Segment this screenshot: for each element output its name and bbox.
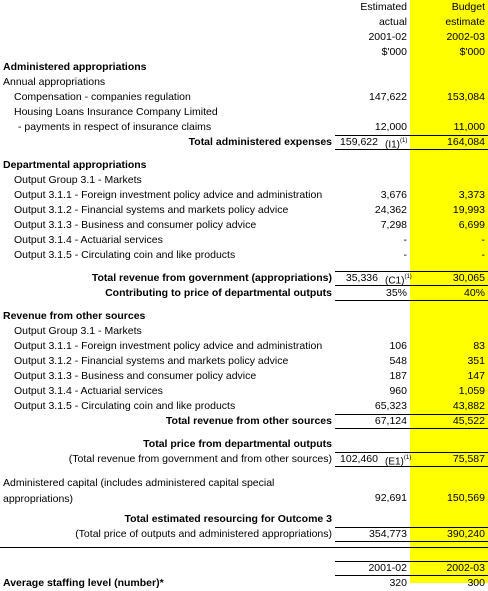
other-output-v1: 960 [389,385,407,397]
departmental-group-row [0,173,488,188]
staffing-row [0,576,488,591]
price-heading: Total price from departmental outputs [143,438,332,450]
total-administered-v1: 159,622 [340,136,378,148]
total-administered-ref: $(I1)^{(1)}$ [385,138,408,151]
dept-output-v1: 7,298 [380,219,407,231]
other-output-label: Output 3.1.4 - Actuarial services [14,385,163,397]
spacer [0,301,488,309]
spacer [0,150,488,158]
staffing-v1: 320 [389,577,407,589]
other-output-label: Output 3.1.3 - Business and consumer policy advice [14,370,257,382]
other-output-v2: 83 [473,340,485,352]
total-other-row [0,414,488,429]
administered-heading-row [0,60,488,75]
col2-header-year: 2002-03 [446,31,485,43]
annual-appropriations-row [0,75,488,90]
dept-output-row [0,218,488,233]
annual-appropriations-label: Annual appropriations [3,76,106,88]
other-output-label: Output 3.1.2 - Financial systems and markets policy advice [14,355,289,367]
other-output-v2: 1,059 [458,385,485,397]
other-output-label: Output 3.1.1 - Foreign investment policy advice and administration [14,340,323,352]
staffing-year-row [0,561,488,576]
rule [0,547,488,548]
spacer [0,429,488,437]
dept-output-row [0,233,488,248]
dept-output-v1: 3,676 [380,189,407,201]
price-sub-ref: $(E1)^{(1)}$ [385,455,412,468]
price-sub-v1: 102,460 [340,453,378,465]
payments-row [0,120,488,135]
resourcing-heading-row [0,512,488,527]
dept-output-label: Output 3.1.4 - Actuarial services [14,234,163,246]
other-output-v2: 147 [467,370,485,382]
payments-v2: 11,000 [453,121,485,133]
contributing-row [0,286,488,301]
price-sub-label: (Total revenue from government and from other sources) [68,453,332,465]
total-other-label: Total revenue from other sources [165,415,332,427]
other-output-row [0,384,488,399]
col1-header-unit: $'000 [381,46,407,58]
resourcing-sub-v2: 390,240 [447,528,485,540]
contributing-label: Contributing to price of departmental outputs [105,287,332,299]
other-output-row [0,399,488,414]
departmental-group-label: Output Group 3.1 - Markets [14,174,142,186]
other-output-label: Output 3.1.5 - Circulating coin and like products [14,400,236,412]
staffing-year1: 2001-02 [368,562,407,574]
col1-header-line2: actual [378,16,407,28]
staffing-v2: 300 [467,577,485,589]
col2-header-line1: Budget [451,1,485,13]
col1-header-year: 2001-02 [368,31,407,43]
capital-label: Administered capital (includes administered capital special appropriations) [3,477,275,505]
staffing-label: Average staffing level (number)* [3,577,164,589]
price-sub-row [0,452,488,467]
header-row-2 [0,15,488,30]
other-output-v1: 187 [389,370,407,382]
dept-output-row [0,188,488,203]
resourcing-heading: Total estimated resourcing for Outcome 3 [124,513,332,525]
contributing-v1: 35% [385,287,407,299]
dept-output-row [0,203,488,218]
dept-output-row [0,248,488,263]
compensation-v2: 153,084 [447,91,485,103]
total-gov-v1: 35,336 [345,272,378,284]
header-row-1 [0,0,488,15]
spacer [0,467,488,475]
other-output-v1: 65,323 [374,400,407,412]
spacer [0,263,488,271]
dept-output-label: Output 3.1.3 - Business and consumer policy advice [14,219,257,231]
dept-output-v1: 24,362 [374,204,407,216]
dept-output-v2: 3,373 [458,189,485,201]
total-gov-v2: 30,065 [452,272,485,284]
compensation-row [0,90,488,105]
total-other-v2: 45,522 [452,415,485,427]
total-administered-label: Total administered expenses [188,136,332,148]
administered-heading: Administered appropriations [3,61,147,73]
price-sub-v2: 75,587 [452,453,485,465]
col2-header-unit: $'000 [459,46,485,58]
dept-output-v2: 6,699 [458,219,485,231]
other-group-row [0,324,488,339]
header-row-4 [0,45,488,60]
compensation-v1: 147,622 [369,91,407,103]
payments-label: - payments in respect of insurance claims [18,121,212,133]
total-gov-label: Total revenue from government (appropriations) [91,272,332,284]
staffing-year2: 2002-03 [446,562,485,574]
total-gov-row [0,271,488,286]
col1-header-line1: Estimated [360,1,407,13]
departmental-heading-row [0,158,488,173]
resourcing-sub-v1: 354,773 [369,528,407,540]
capital-v2: 150,569 [447,492,485,504]
other-sources-heading: Revenue from other sources [3,310,146,322]
total-other-v1: 67,124 [374,415,407,427]
resourcing-sub-label: (Total price of outputs and administered appropriations) [75,528,332,540]
capital-row [0,475,488,508]
header-row-3 [0,30,488,45]
total-administered-v2: 164,084 [447,136,485,148]
other-output-row [0,354,488,369]
other-group-label: Output Group 3.1 - Markets [14,325,142,337]
other-output-v1: 106 [389,340,407,352]
other-output-v1: 548 [389,355,407,367]
dept-output-v2: - [481,234,485,246]
other-output-row [0,339,488,354]
dept-output-v1: - [403,249,407,261]
spacer [0,552,488,561]
spacer [0,542,488,552]
other-output-v2: 43,882 [452,400,485,412]
other-sources-heading-row [0,309,488,324]
total-gov-ref: $(C1)^{(1)}$ [385,274,412,287]
dept-output-v2: - [481,249,485,261]
contributing-v2: 40% [463,287,485,299]
col2-header-line2: estimate [445,16,485,28]
other-output-v2: 351 [467,355,485,367]
resourcing-sub-row [0,527,488,542]
capital-v1: 92,691 [374,492,407,504]
dept-output-label: Output 3.1.1 - Foreign investment policy advice and administration [14,189,323,201]
departmental-heading: Departmental appropriations [3,159,147,171]
dept-output-v1: - [403,234,407,246]
price-heading-row [0,437,488,452]
dept-output-label: Output 3.1.2 - Financial systems and markets policy advice [14,204,289,216]
compensation-label: Compensation - companies regulation [14,91,191,103]
dept-output-v2: 19,993 [452,204,485,216]
dept-output-label: Output 3.1.5 - Circulating coin and like products [14,249,236,261]
total-administered-row [0,135,488,150]
payments-v1: 12,000 [374,121,407,133]
other-output-row [0,369,488,384]
hlic-label: Housing Loans Insurance Company Limited [14,106,218,118]
hlic-row [0,105,488,120]
